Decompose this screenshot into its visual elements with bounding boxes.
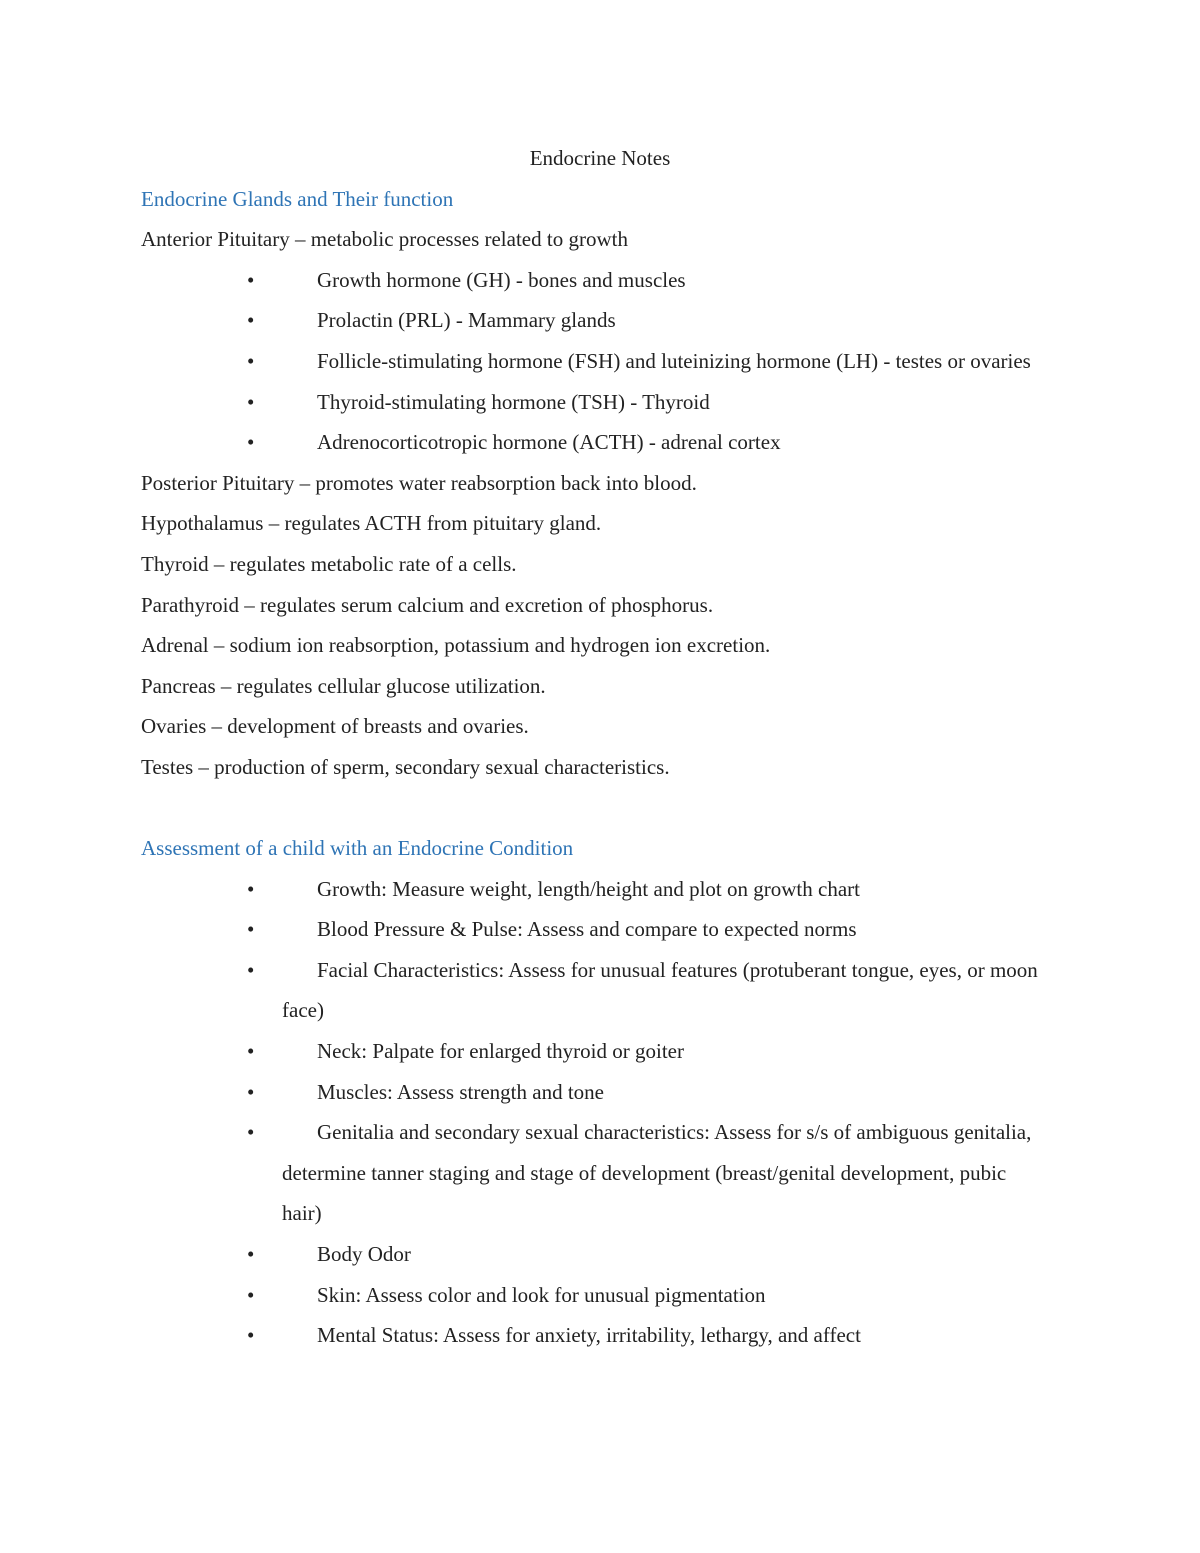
list-item: • Growth: Measure weight, length/height and plot on growth chart (141, 869, 1041, 910)
list-item: • Growth hormone (GH) - bones and muscles (141, 260, 1041, 301)
anterior-pituitary-hormone-list (141, 260, 1041, 463)
bullet-icon: • (247, 957, 255, 982)
bullet-icon: • (247, 1242, 255, 1267)
assessment-list (141, 869, 1041, 1356)
bullet-icon: • (247, 1282, 255, 1307)
gland-line-parathyroid: Parathyroid – regulates serum calcium and excretion of phosphorus. (141, 592, 714, 617)
blank-line (141, 788, 1041, 829)
bullet-icon: • (247, 1039, 255, 1064)
section-heading-glands: Endocrine Glands and Their function (141, 186, 454, 211)
bullet-icon: • (247, 1079, 255, 1104)
bullet-icon: • (247, 348, 255, 373)
bullet-icon: • (247, 430, 255, 455)
bullet-icon: • (247, 1323, 255, 1348)
list-item: • Skin: Assess color and look for unusual pigmentation (141, 1275, 1041, 1316)
gland-line-adrenal: Adrenal – sodium ion reabsorption, potassium and hydrogen ion excretion. (141, 633, 771, 658)
list-item: • Genitalia and secondary sexual characteristics: Assess for s/s of ambiguous genitalia, determine tanner staging and stage of development (breast/genital development, pubic hair) (141, 1112, 1041, 1234)
list-item: • Facial Characteristics: Assess for unusual features (protuberant tongue, eyes, or moon face) (141, 950, 1041, 1031)
bullet-icon: • (247, 876, 255, 901)
gland-line-ovaries: Ovaries – development of breasts and ovaries. (141, 714, 529, 739)
gland-line-thyroid: Thyroid – regulates metabolic rate of a cells. (141, 551, 517, 576)
bullet-icon: • (247, 917, 255, 942)
gland-line-testes: Testes – production of sperm, secondary sexual characteristics. (141, 754, 670, 779)
list-item: • Follicle-stimulating hormone (FSH) and luteinizing hormone (LH) - testes or ovaries (141, 341, 1041, 382)
gland-line-posterior-pituitary: Posterior Pituitary – promotes water reabsorption back into blood. (141, 470, 697, 495)
list-item: • Adrenocorticotropic hormone (ACTH) - adrenal cortex (141, 422, 1041, 463)
list-item: • Mental Status: Assess for anxiety, irritability, lethargy, and affect (141, 1315, 1041, 1356)
anterior-pituitary-line: Anterior Pituitary – metabolic processes related to growth (141, 227, 628, 252)
list-item: • Blood Pressure & Pulse: Assess and compare to expected norms (141, 909, 1041, 950)
bullet-icon: • (247, 1120, 255, 1145)
bullet-icon: • (247, 267, 255, 292)
list-item: • Prolactin (PRL) - Mammary glands (141, 300, 1041, 341)
document-page (141, 138, 1041, 1356)
list-item: • Neck: Palpate for enlarged thyroid or goiter (141, 1031, 1041, 1072)
section-heading-assessment: Assessment of a child with an Endocrine Condition (141, 836, 574, 861)
list-item: • Thyroid-stimulating hormone (TSH) - Thyroid (141, 382, 1041, 423)
gland-line-pancreas: Pancreas – regulates cellular glucose utilization. (141, 673, 546, 698)
list-item: • Body Odor (141, 1234, 1041, 1275)
gland-line-hypothalamus: Hypothalamus – regulates ACTH from pituitary gland. (141, 511, 602, 536)
document-title: Endocrine Notes (529, 146, 671, 170)
list-item: • Muscles: Assess strength and tone (141, 1072, 1041, 1113)
bullet-icon: • (247, 389, 255, 414)
bullet-icon: • (247, 308, 255, 333)
